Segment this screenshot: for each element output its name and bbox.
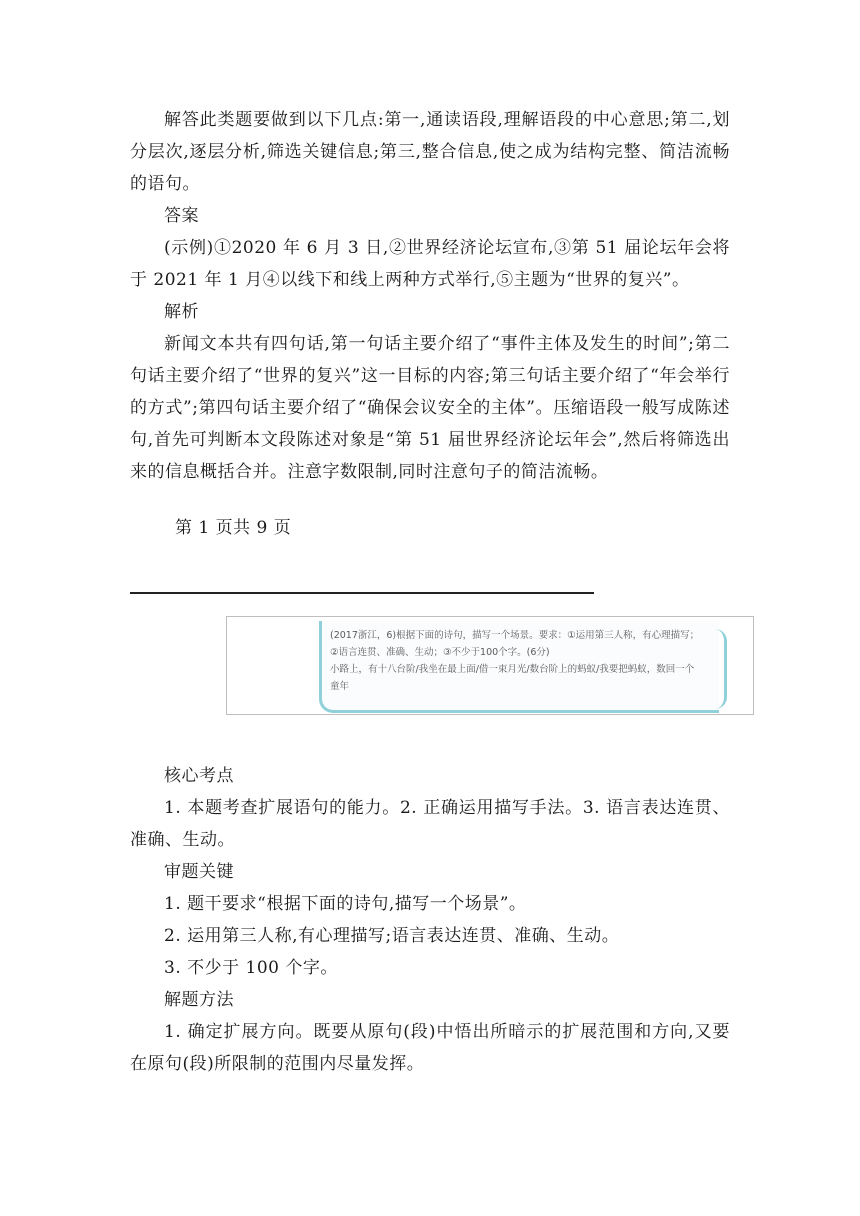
- page-divider: [130, 592, 594, 594]
- question-line-4: 童年: [330, 681, 350, 692]
- core-heading: 核心考点: [164, 766, 234, 786]
- question-card: [319, 621, 719, 713]
- key-heading: 审题关键: [164, 862, 234, 882]
- answer-paragraph: (示例)①2020 年 6 月 3 日,②世界经济论坛宣布,③第 51 届论坛年会将于 2021 年 1 月④以线下和线上两种方式举行,⑤主题为“世界的复兴”。: [130, 238, 730, 290]
- answer-heading: 答案: [164, 206, 199, 226]
- method-paragraph: 1. 确定扩展方向。既要从原句(段)中悟出所暗示的扩展范围和方向,又要在原句(段)所限制的范围内尽量发挥。: [130, 1022, 730, 1074]
- question-line-1: (2017浙江，6)根据下面的诗句，描写一个场景。要求：①运用第三人称，有心理描写；: [330, 630, 700, 641]
- question-line-2: ②语言连贯、准确、生动；③不少于100个字。(6分): [330, 647, 550, 658]
- intro-paragraph: 解答此类题要做到以下几点:第一,通读语段,理解语段的中心意思;第二,划分层次,逐层分析,筛选关键信息;第三,整合信息,使之成为结构完整、简洁流畅的语句。: [130, 110, 730, 194]
- method-heading: 解题方法: [164, 990, 234, 1010]
- analysis-heading: 解析: [164, 302, 199, 322]
- section-upper: [130, 104, 730, 488]
- card-accent-border: [712, 629, 727, 709]
- page-footer: 第 1 页共 9 页: [175, 518, 292, 538]
- question-line-3: 小路上，有十八台阶/我坐在最上面/借一束月光/数台阶上的蚂蚁/我要把蚂蚁，数回一个: [330, 664, 695, 675]
- section-lower: [130, 760, 730, 1080]
- analysis-paragraph: 新闻文本共有四句话,第一句话主要介绍了“事件主体及发生的时间”;第二句话主要介绍了“世界的复兴”这一目标的内容;第三句话主要介绍了“年会举行的方式”;第四句话主要介绍了“确保会议安全的主体”。压缩语段一般写成陈述句,首先可判断本文段陈述对象是“第 51 届世界经济论坛年会”,然后将筛选出来的信息概括合并。注意字数限制,同时注意句子的简洁流畅。: [130, 334, 730, 482]
- key-item: 3. 不少于 100 个字。: [164, 958, 338, 978]
- core-paragraph: 1. 本题考查扩展语句的能力。2. 正确运用描写手法。3. 语言表达连贯、准确、生动。: [130, 798, 730, 850]
- question-image: [226, 616, 754, 715]
- key-item: 2. 运用第三人称,有心理描写;语言表达连贯、准确、生动。: [164, 926, 620, 946]
- key-item: 1. 题干要求“根据下面的诗句,描写一个场景”。: [164, 894, 527, 914]
